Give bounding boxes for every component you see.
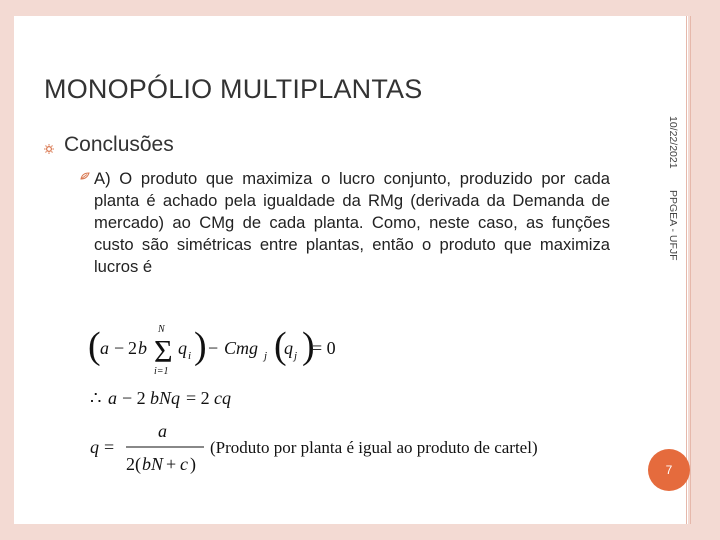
svg-text:i=1: i=1 [154,366,169,377]
svg-text:2: 2 [128,338,137,358]
svg-text:∴: ∴ [90,388,102,408]
svg-text:a: a [100,338,109,358]
svg-text:− 2: − 2 [122,388,146,408]
side-info [667,116,681,276]
leaf-bullet-icon [80,172,90,180]
svg-text:=: = [104,437,115,457]
svg-text:+: + [166,454,177,474]
svg-text:bNq: bNq [150,388,181,408]
frame-right [688,0,720,540]
svg-text:a: a [108,388,117,408]
frame-left [0,0,14,540]
svg-text:= 0: = 0 [312,338,336,358]
svg-text:): ) [190,454,196,474]
svg-text:c: c [180,454,188,474]
slide-title: MONOPÓLIO MULTIPLANTAS [44,74,423,104]
svg-text:−: − [208,338,219,358]
footer-org: PPGEA - UFJF [667,190,679,261]
page-number-badge: 7 [648,449,690,491]
svg-text:= 2: = 2 [186,388,210,408]
conclusion-paragraph: A) O produto que maximiza o lucro conjunto, produzido por cada planta é achado pela igualdade da RMg (derivada da Demanda de mercado) ao CMg de cada planta. Como, neste caso, as funções custo são simétricas entre plantas, então o produto que maximiza lucros é [94,169,610,276]
frame-bottom [0,524,720,540]
svg-text:a: a [158,421,167,441]
svg-text:q: q [90,437,99,457]
slide-date: 10/22/2021 [667,116,679,169]
svg-text:(: ( [88,325,101,367]
svg-text:q: q [284,338,293,358]
svg-text:2(: 2( [126,454,141,474]
svg-text:): ) [194,325,207,367]
sun-bullet-icon [44,144,54,154]
svg-text:−: − [114,338,125,358]
svg-text:bN: bN [142,454,164,474]
svg-text:(: ( [274,325,287,367]
formula-note: (Produto por planta é igual ao produto de cartel) [210,438,538,457]
svg-text:N: N [158,324,165,335]
heading-conclusoes: Conclusões [64,133,174,156]
frame-top [0,0,720,16]
svg-text:q: q [178,338,187,358]
svg-text:j: j [294,350,298,362]
svg-text:Σ: Σ [154,333,173,369]
svg-text:i: i [188,350,192,362]
frame-divider [690,16,691,524]
svg-text:b: b [138,338,147,358]
frame-divider [686,16,687,524]
svg-text:cq: cq [214,388,231,408]
svg-text:j: j [264,350,268,362]
svg-text:): ) [302,325,315,367]
svg-text:Cmg: Cmg [224,338,259,358]
formula-block [86,318,626,476]
